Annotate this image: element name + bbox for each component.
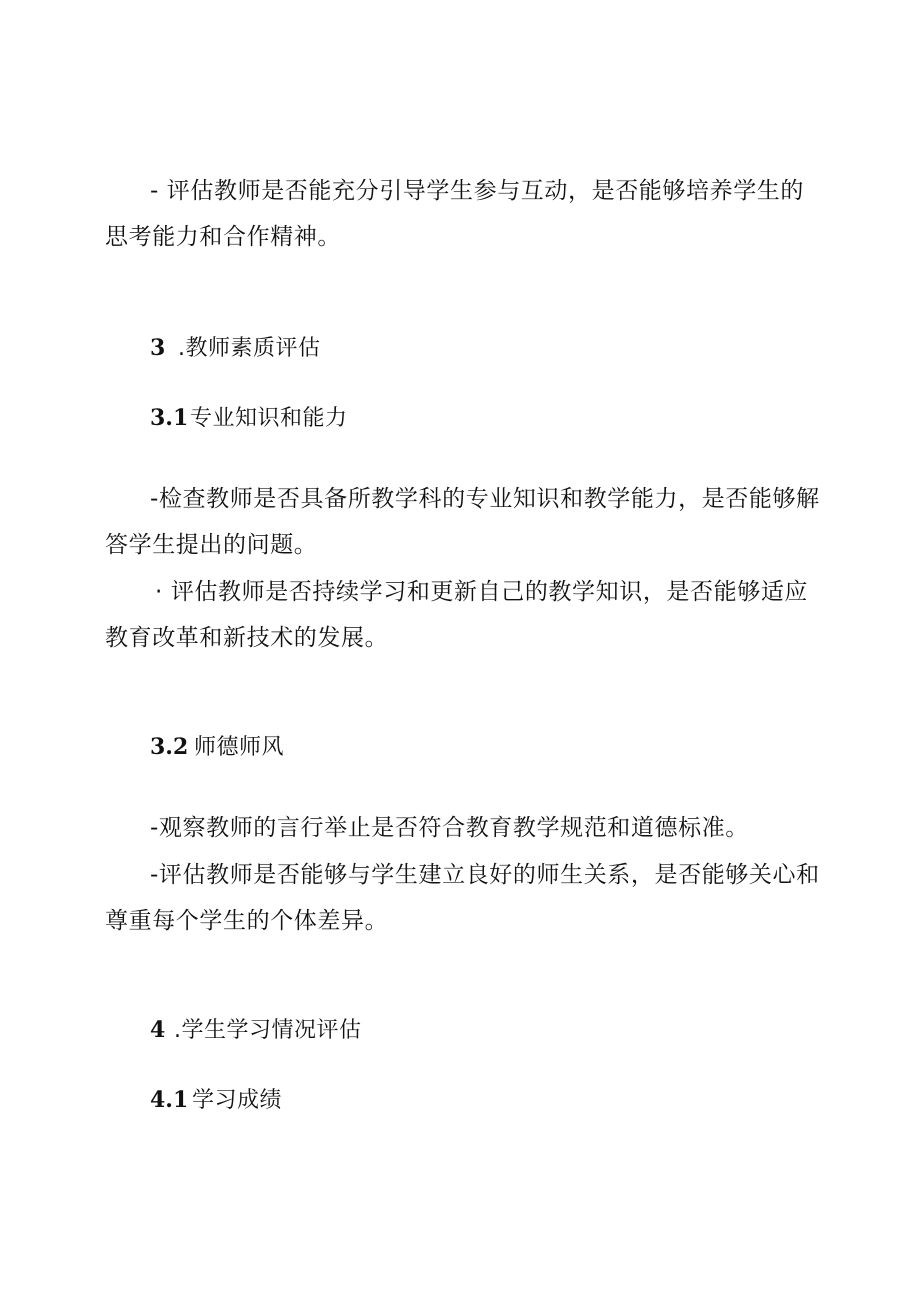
paragraph-relationship-line-2: 尊重每个学生的个体差异。 [105, 908, 389, 934]
paragraph-interaction-line-1: - 评估教师是否能充分引导学生参与互动，是否能够培养学生的 [150, 178, 805, 204]
section-heading-3 [150, 333, 321, 364]
paragraph-interaction-line-2: 思考能力和合作精神。 [105, 224, 341, 250]
paragraph-knowledge-line-2: 答学生提出的问题。 [105, 532, 318, 558]
section-number: 3.2 [150, 734, 189, 760]
section-heading-3-1 [150, 403, 348, 434]
section-heading-4-1 [150, 1085, 282, 1116]
paragraph-relationship-line-1: -评估教师是否能够与学生建立良好的师生关系，是否能够关心和 [150, 862, 820, 888]
section-title: 专业知识和能力 [190, 406, 348, 431]
section-title: 学习成绩 [192, 1088, 283, 1113]
paragraph-learning-line-1: · 评估教师是否持续学习和更新自己的教学知识，是否能够适应 [155, 579, 809, 605]
section-title: 师德师风 [194, 735, 285, 760]
paragraph-conduct-line-1: -观察教师的言行举止是否符合教育教学规范和道德标准。 [150, 815, 749, 841]
section-heading-4 [150, 1015, 362, 1046]
section-title: .教师素质评估 [178, 336, 321, 361]
paragraph-knowledge-line-1: -检查教师是否具备所教学科的专业知识和教学能力，是否能够解 [150, 486, 820, 512]
section-number: 4 [150, 1017, 166, 1043]
section-heading-3-2 [150, 732, 284, 763]
section-title: .学生学习情况评估 [174, 1018, 362, 1043]
section-number: 3 [150, 335, 166, 361]
paragraph-learning-line-2: 教育改革和新技术的发展。 [105, 625, 389, 651]
section-number: 3.1 [150, 405, 189, 431]
section-number: 4.1 [150, 1087, 189, 1113]
